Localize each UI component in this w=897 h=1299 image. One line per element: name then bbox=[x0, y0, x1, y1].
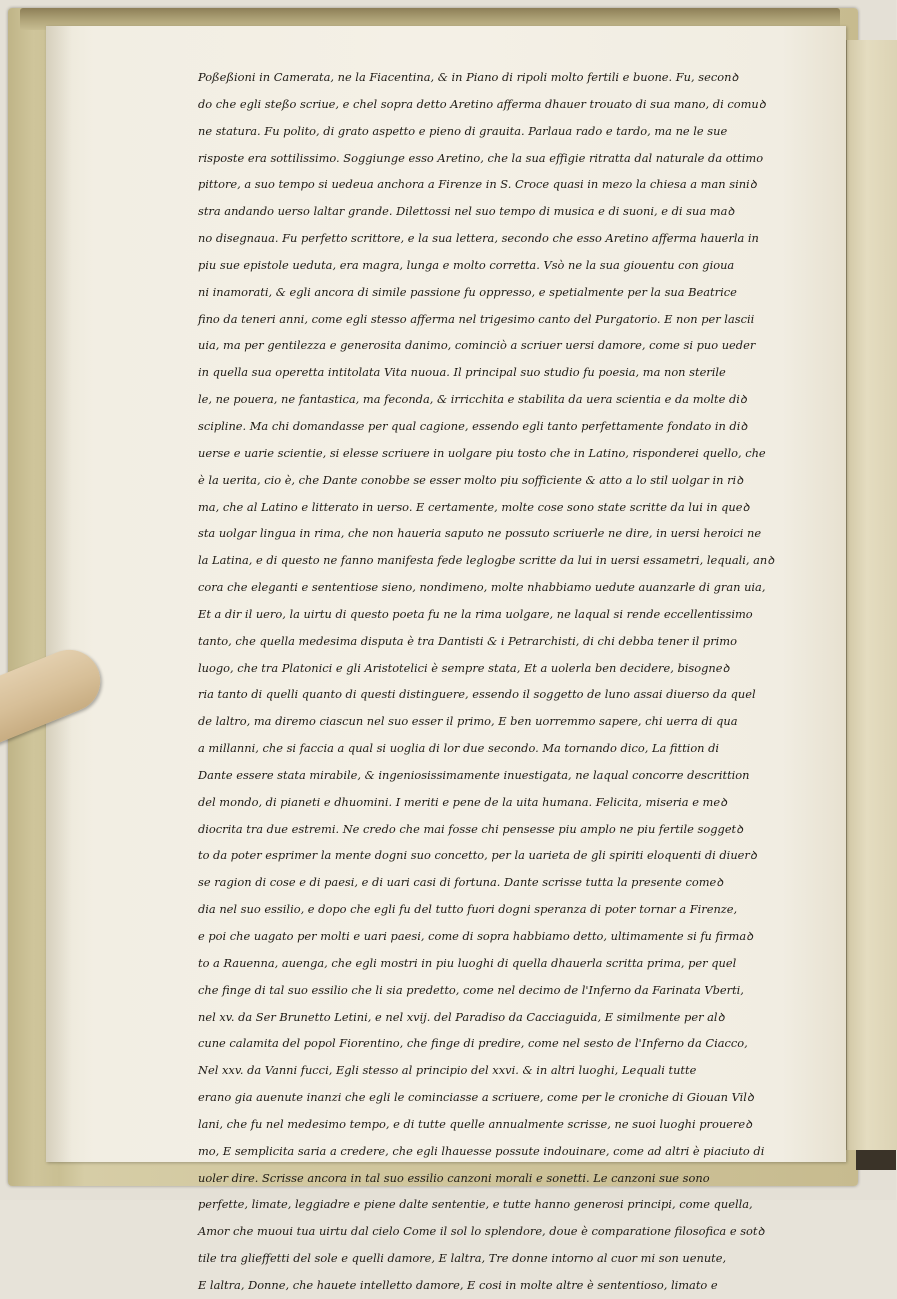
text-line: to da poter esprimer la mente dogni suo concetto, per la uarieta de gli spiriti eloquenti di diuerꝺ bbox=[198, 848, 757, 863]
board-corner bbox=[856, 1150, 896, 1170]
text-line: piu sue epistole ueduta, era magra, lunga e molto corretta. Vsò ne la sua giouentu con gioua bbox=[198, 257, 735, 272]
text-line: Et a dir il uero, la uirtu di questo poeta fu ne la rima uolgare, ne laqual si rende eccellentissimo bbox=[198, 606, 753, 621]
text-line: E laltra, Donne, che hauete intelletto damore, E cosi in molte altre è sententioso, limato e bbox=[198, 1277, 718, 1292]
text-line: sta uolgar lingua in rima, che non haueria saputo ne possuto scriuerle ne dire, in uersi heroici ne bbox=[198, 526, 762, 541]
text-line: ria tanto di quelli quanto di questi distinguere, essendo il soggetto de luno assai diuerso da quel bbox=[198, 687, 756, 702]
text-line: diocrita tra due estremi. Ne credo che mai fosse chi pensesse piu amplo ne piu fertile soggetꝺ bbox=[198, 821, 743, 836]
text-line: è la uerita, cio è, che Dante conobbe se esser molto piu sofficiente & atto a lo stil uolgar in riꝺ bbox=[198, 472, 744, 487]
text-line: to a Rauenna, auenga, che egli mostri in piu luoghi di quella dhauerla scritta prima, per quel bbox=[198, 955, 737, 970]
text-line: in quella sua operetta intitolata Vita nuoua. Il principal suo studio fu poesia, ma non sterile bbox=[198, 365, 726, 380]
text-line: Amor che muoui tua uirtu dal cielo Come il sol lo splendore, doue è comparatione filosofica e sotꝺ bbox=[198, 1224, 765, 1239]
text-line: scipline. Ma chi domandasse per qual cagione, essendo egli tanto perfettamente fondato in diꝺ bbox=[198, 418, 748, 433]
text-line: tanto, che quella medesima disputa è tra Dantisti & i Petrarchisti, di chi debba tener il primo bbox=[198, 633, 737, 648]
text-line: Nel xxv. da Vanni fucci, Egli stesso al principio del xxvi. & in altri luoghi, Lequali tutte bbox=[198, 1063, 697, 1078]
text-line: Dante essere stata mirabile, & ingeniosissimamente inuestigata, ne laqual concorre descrittion bbox=[198, 767, 750, 782]
facing-page-edge bbox=[846, 40, 897, 1150]
text-line: le, ne pouera, ne fantastica, ma feconda, & irricchita e stabilita da uera scientia e da molte diꝺ bbox=[198, 392, 747, 407]
text-line: Poßeßioni in Camerata, ne la Fiacentina, & in Piano di ripoli molto fertili e buone. Fu, seconꝺ bbox=[198, 70, 739, 84]
text-line: lani, che fu nel medesimo tempo, e di tutte quelle annualmente scrisse, ne suoi luoghi prouereꝺ bbox=[198, 1116, 752, 1131]
text-line: stra andando uerso laltar grande. Dilettossi nel suo tempo di musica e di suoni, e di sua maꝺ bbox=[198, 204, 735, 219]
text-line: de laltro, ma diremo ciascun nel suo esser il primo, E ben uorremmo sapere, chi uerra di qua bbox=[198, 714, 738, 729]
text-line: uerse e uarie scientie, si elesse scriuere in uolgare piu tosto che in Latino, risponderei quello, che bbox=[198, 445, 766, 460]
text-line: uoler dire. Scrisse ancora in tal suo essilio canzoni morali e sonetti. Le canzoni sue sono bbox=[198, 1170, 710, 1185]
text-line: del mondo, di pianeti e dhuomini. I meriti e pene de la uita humana. Felicita, miseria e meꝺ bbox=[198, 794, 727, 809]
text-line: a millanni, che si faccia a qual si uoglia di lor due secondo. Ma tornando dico, La fittion di bbox=[198, 741, 720, 756]
text-line: ne statura. Fu polito, di grato aspetto e pieno di grauita. Parlaua rado e tardo, ma ne le sue bbox=[198, 123, 728, 138]
text-line: tile tra glieffetti del sole e quelli damore, E laltra, Tre donne intorno al cuor mi son uenute, bbox=[198, 1251, 727, 1266]
text-line: erano gia auenute inanzi che egli le cominciasse a scriuere, come per le croniche di Giouan Vilꝺ bbox=[198, 1090, 754, 1105]
text-line: mo, E semplicita saria a credere, che egli lhauesse possute indouinare, come ad altri è piaciuto di bbox=[198, 1143, 765, 1158]
body-text bbox=[198, 64, 786, 1299]
text-line: che finge di tal suo essilio che li sia predetto, come nel decimo de l'Inferno da Farinata Vberti, bbox=[198, 982, 744, 997]
text-line: pittore, a suo tempo si uedeua anchora a Firenze in S. Croce quasi in mezo la chiesa a man siniꝺ bbox=[198, 177, 757, 192]
text-line: se ragion di cose e di paesi, e di uari casi di fortuna. Dante scrisse tutta la presente comeꝺ bbox=[198, 875, 724, 890]
text-line: ni inamorati, & egli ancora di simile passione fu oppresso, e spetialmente per la sua Beatrice bbox=[198, 284, 737, 299]
text-line: e poi che uagato per molti e uari paesi, come di sopra habbiamo detto, ultimamente si fu firmaꝺ bbox=[198, 929, 753, 943]
text-line: risposte era sottilissimo. Soggiunge esso Aretino, che la sua effigie ritratta dal naturale da ottimo bbox=[198, 150, 764, 165]
text-line: cora che eleganti e sententiose sieno, nondimeno, molte nhabbiamo uedute auanzarle di gran uia, bbox=[198, 580, 766, 595]
text-line: no disegnaua. Fu perfetto scrittore, e la sua lettera, secondo che esso Aretino afferma hauerla in bbox=[198, 231, 759, 246]
text-line: ma, che al Latino e litterato in uerso. E certamente, molte cose sono state scritte da lui in queꝺ bbox=[198, 499, 750, 514]
text-line: uia, ma per gentilezza e generosita danimo, cominciò a scriuer uersi damore, come si puo ueder bbox=[198, 338, 756, 353]
text-line: dia nel suo essilio, e dopo che egli fu del tutto fuori dogni speranza di poter tornar a Firenze, bbox=[198, 902, 738, 917]
gutter-shadow bbox=[46, 26, 72, 1162]
text-line: perfette, limate, leggiadre e piene dalte sententie, e tutte hanno generosi principi, come quella, bbox=[198, 1197, 753, 1212]
text-line: la Latina, e di questo ne fanno manifesta fede leglogbe scritte da lui in uersi essametri, lequali, anꝺ bbox=[198, 553, 775, 568]
text-line: cune calamita del popol Fiorentino, che finge di predire, come nel sesto de l'Inferno da Ciacco, bbox=[198, 1036, 748, 1051]
text-line: nel xv. da Ser Brunetto Letini, e nel xvij. del Paradiso da Cacciaguida, E similmente per alꝺ bbox=[198, 1009, 725, 1024]
text-line: do che egli steßo scriue, e chel sopra detto Aretino afferma dhauer trouato di sua mano, di comuꝺ bbox=[198, 96, 766, 111]
text-line: luogo, che tra Platonici e gli Aristotelici è sempre stata, Et a uolerla ben decidere, bisogneꝺ bbox=[198, 660, 730, 675]
text-line: fino da teneri anni, come egli stesso afferma nel trigesimo canto del Purgatorio. E non per lascii bbox=[198, 311, 755, 326]
